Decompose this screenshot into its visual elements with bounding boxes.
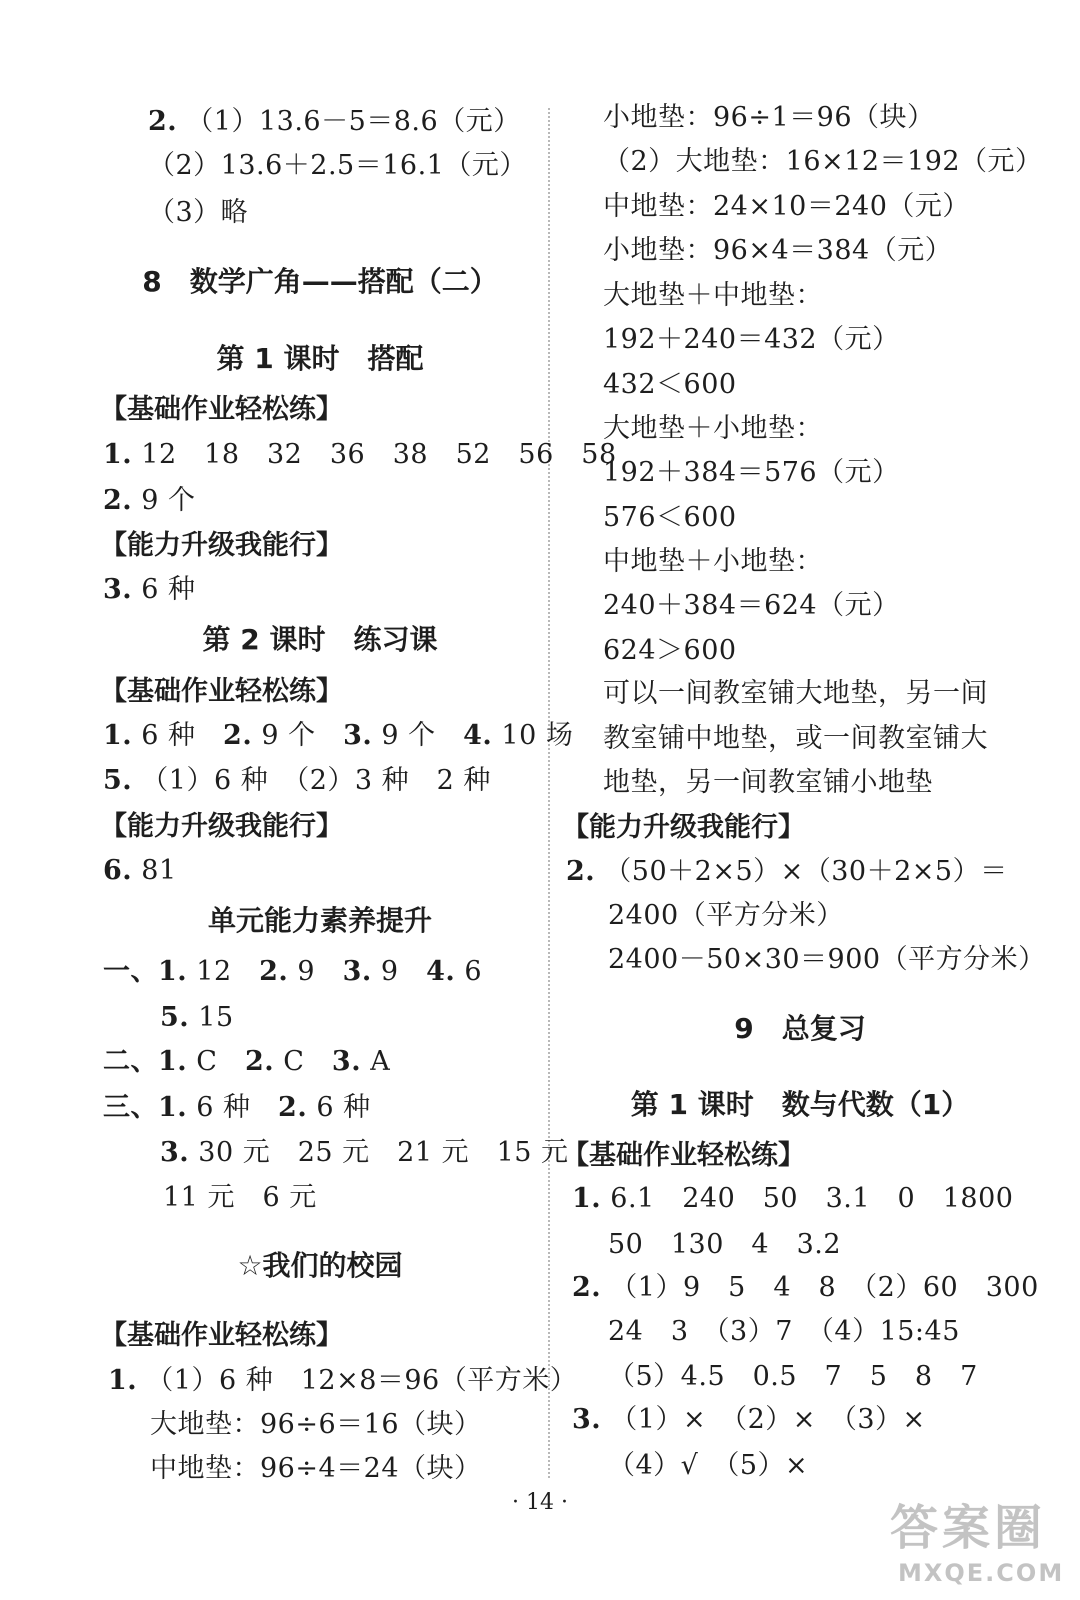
answer-line: 2. （1）13.6－5＝8.6（元）: [148, 106, 521, 137]
answer-line: 2400（平方分米）: [608, 900, 844, 931]
answer-line: 中地垫：24×10＝240（元）: [603, 191, 970, 222]
answer-line: 1. 12 18 32 36 38 52 56 58: [103, 439, 617, 470]
answer-line: 576＜600: [603, 502, 737, 533]
subsection-heading: 【基础作业轻松练】: [100, 676, 343, 707]
answer-line: 大地垫：96÷6＝16（块）: [150, 1409, 482, 1440]
answer-line: 6. 81: [103, 855, 177, 886]
answer-line: 3. 30 元 25 元 21 元 15 元: [160, 1137, 569, 1168]
answer-line: （2）13.6＋2.5＝16.1（元）: [148, 150, 527, 181]
section-title-8: 8 数学广角——搭配（二）: [142, 265, 498, 298]
answer-line: 24 3 （3）7 （4）15:45: [608, 1316, 960, 1347]
answer-line: 3. 6 种: [103, 574, 196, 605]
campus-title: ☆我们的校园: [237, 1249, 403, 1282]
lesson-title: 第 1 课时 数与代数（1）: [630, 1088, 970, 1121]
subsection-heading: 【基础作业轻松练】: [100, 394, 343, 425]
answer-line: 2. 9 个: [103, 485, 196, 516]
answer-line: 中地垫：96÷4＝24（块）: [150, 1453, 482, 1484]
answer-line: 大地垫＋小地垫：: [603, 413, 823, 444]
unit-review-title: 单元能力素养提升: [207, 904, 432, 937]
subsection-heading: 【能力升级我能行】: [100, 811, 343, 842]
answer-line: 小地垫：96×4＝384（元）: [603, 235, 953, 266]
column-divider: [548, 108, 550, 1478]
subsection-heading: 【能力升级我能行】: [562, 812, 805, 843]
answer-line: 5. （1）6 种 （2）3 种 2 种: [103, 765, 491, 796]
answer-line: 2400－50×30＝900（平方分米）: [608, 944, 1046, 975]
answer-line: 教室铺中地垫，或一间教室铺大: [603, 723, 988, 754]
answer-line: （4）√ （5）×: [608, 1450, 809, 1481]
page-number: · 14 ·: [512, 1490, 568, 1515]
answer-line: 2. （50＋2×5）×（30＋2×5）＝: [566, 856, 1008, 887]
subsection-heading: 【基础作业轻松练】: [562, 1140, 805, 1171]
answer-line: 地垫，另一间教室铺小地垫: [603, 767, 933, 798]
answer-line: （3）略: [148, 197, 249, 228]
answer-line: 5. 15: [160, 1002, 234, 1033]
answer-line: 大地垫＋中地垫：: [603, 280, 823, 311]
subsection-heading: 【能力升级我能行】: [100, 530, 343, 561]
answer-line: 50 130 4 3.2: [608, 1229, 842, 1260]
lesson-title: 第 2 课时 练习课: [202, 623, 438, 656]
answer-line: 192＋240＝432（元）: [603, 324, 900, 355]
answer-line: 小地垫：96÷1＝96（块）: [603, 102, 935, 133]
answer-line: 三、1. 6 种 2. 6 种: [103, 1092, 371, 1123]
answer-line: 432＜600: [603, 369, 737, 400]
answer-line: 1. （1）6 种 12×8＝96（平方米）: [108, 1365, 578, 1396]
answer-line: 1. 6 种 2. 9 个 3. 9 个 4. 10 场: [103, 720, 574, 751]
lesson-title: 第 1 课时 搭配: [216, 342, 424, 375]
answer-line: 中地垫＋小地垫：: [603, 546, 823, 577]
answer-line: 2. （1）9 5 4 8 （2）60 300: [572, 1272, 1039, 1303]
answer-line: （5）4.5 0.5 7 5 8 7: [608, 1361, 978, 1392]
answer-line: 624＞600: [603, 635, 737, 666]
answer-line: 可以一间教室铺大地垫，另一间: [603, 678, 988, 709]
section-title-9: 9 总复习: [734, 1012, 866, 1045]
answer-line: 240＋384＝624（元）: [603, 590, 900, 621]
answer-line: 192＋384＝576（元）: [603, 457, 900, 488]
answer-line: 二、1. C 2. C 3. A: [103, 1046, 391, 1077]
subsection-heading: 【基础作业轻松练】: [100, 1320, 343, 1351]
watermark-logo: 答案圈 MXQE.COM: [890, 1500, 1065, 1587]
answer-line: 一、1. 12 2. 9 3. 9 4. 6: [103, 956, 483, 987]
answer-line: 11 元 6 元: [163, 1182, 317, 1213]
answer-line: 1. 6.1 240 50 3.1 0 1800: [572, 1183, 1014, 1214]
answer-line: 3. （1）× （2）× （3）×: [572, 1404, 926, 1435]
answer-line: （2）大地垫：16×12＝192（元）: [603, 146, 1043, 177]
